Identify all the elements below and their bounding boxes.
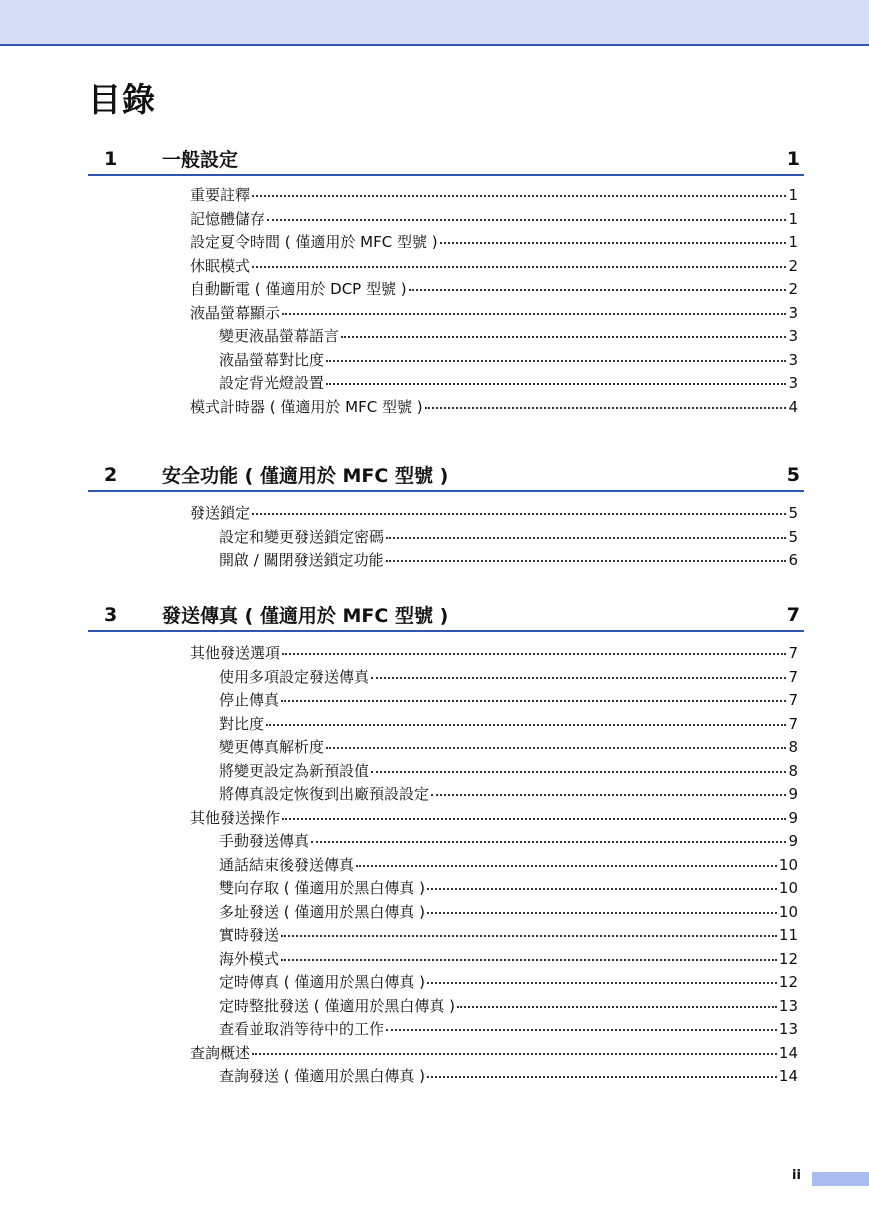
- toc-entry-page: 8: [788, 761, 798, 780]
- chapter-page: 1: [786, 148, 800, 170]
- toc-entry-page: 2: [788, 280, 798, 298]
- chapter-2-heading[interactable]: [88, 460, 804, 492]
- toc-entry[interactable]: [190, 278, 798, 302]
- toc-entry-label: 液晶螢幕顯示: [190, 303, 281, 322]
- toc-entry[interactable]: [190, 642, 798, 666]
- chapter-page: 7: [786, 604, 800, 626]
- dot-leader: [425, 407, 787, 409]
- dot-leader: [341, 336, 786, 338]
- toc-entry[interactable]: [190, 184, 798, 208]
- dot-leader: [427, 982, 777, 984]
- toc-entry[interactable]: [190, 877, 798, 901]
- toc-entry-label: 多址發送 ( 僅適用於黑白傳真 ): [219, 902, 426, 921]
- chapter-3-heading[interactable]: [88, 600, 804, 632]
- dot-leader: [326, 747, 786, 749]
- toc-entry[interactable]: [190, 666, 798, 690]
- chapter-title: 安全功能 ( 僅適用於 MFC 型號 ): [162, 465, 449, 487]
- toc-entry[interactable]: [190, 526, 798, 550]
- toc-entry-page: 1: [788, 186, 798, 204]
- toc-entry-label: 開啟 / 關閉發送鎖定功能: [219, 551, 384, 569]
- dot-leader: [371, 677, 786, 679]
- toc-entry-page: 10: [778, 902, 798, 921]
- header-band: [0, 0, 869, 46]
- toc-entry-page: 5: [788, 527, 798, 546]
- toc-entry-page: 9: [788, 785, 798, 803]
- toc-entry-page: 4: [788, 397, 798, 416]
- toc-entry-label: 雙向存取 ( 僅適用於黑白傳真 ): [219, 879, 426, 897]
- dot-leader: [252, 1053, 777, 1055]
- toc-entry-label: 液晶螢幕對比度: [219, 350, 325, 369]
- dot-leader: [282, 818, 786, 820]
- chapter-3-entries: [190, 642, 798, 1089]
- toc-entry-label: 對比度: [219, 714, 265, 733]
- toc-entry[interactable]: [190, 549, 798, 573]
- dot-leader: [386, 560, 787, 562]
- toc-entry[interactable]: [190, 231, 798, 255]
- toc-entry-page: 1: [788, 233, 798, 251]
- toc-entry-label: 設定夏令時間 ( 僅適用於 MFC 型號 ): [190, 233, 438, 251]
- toc-entry-page: 10: [778, 855, 798, 874]
- footer-page-number: ii: [792, 1168, 801, 1183]
- dot-leader: [386, 537, 786, 539]
- toc-entry[interactable]: [190, 255, 798, 279]
- toc-entry-page: 13: [778, 1020, 798, 1038]
- dot-leader: [282, 313, 786, 315]
- dot-leader: [311, 841, 786, 843]
- toc-entry-label: 實時發送: [219, 926, 280, 944]
- toc-entry-label: 查詢概述: [190, 1043, 251, 1062]
- dot-leader: [252, 513, 786, 515]
- page-title: 目錄: [88, 80, 156, 119]
- toc-entry[interactable]: [190, 1042, 798, 1066]
- toc-entry[interactable]: [190, 807, 798, 831]
- toc-entry-page: 12: [778, 949, 798, 968]
- dot-leader: [326, 360, 786, 362]
- toc-entry-label: 變更傳真解析度: [219, 738, 325, 756]
- toc-entry[interactable]: [190, 396, 798, 420]
- toc-entry-page: 3: [788, 327, 798, 345]
- chapter-page: 5: [786, 464, 800, 486]
- toc-entry-label: 設定和變更發送鎖定密碼: [219, 527, 385, 546]
- chapter-number: 1: [104, 148, 118, 170]
- chapter-number: 2: [104, 464, 118, 486]
- toc-entry-label: 記憶體儲存: [190, 209, 266, 228]
- dot-leader: [356, 865, 777, 867]
- chapter-2-entries: [190, 502, 798, 573]
- toc-entry-page: 7: [788, 667, 798, 686]
- dot-leader: [440, 242, 787, 244]
- toc-entry-label: 手動發送傳真: [219, 832, 310, 850]
- dot-leader: [431, 794, 786, 796]
- toc-entry-page: 3: [788, 303, 798, 322]
- chapter-1-heading[interactable]: [88, 144, 804, 176]
- toc-entry-page: 11: [778, 926, 798, 944]
- toc-entry[interactable]: [190, 854, 798, 878]
- toc-entry[interactable]: [190, 325, 798, 349]
- dot-leader: [281, 700, 786, 702]
- toc-entry-label: 發送鎖定: [190, 504, 251, 522]
- toc-entry-page: 12: [778, 973, 798, 991]
- toc-entry[interactable]: [190, 349, 798, 373]
- toc-entry-label: 查詢發送 ( 僅適用於黑白傳真 ): [219, 1067, 426, 1085]
- dot-leader: [282, 653, 786, 655]
- toc-entry-label: 使用多項設定發送傳真: [219, 667, 370, 686]
- dot-leader: [252, 266, 786, 268]
- toc-entry-page: 3: [788, 350, 798, 369]
- toc-entry-page: 1: [788, 209, 798, 228]
- toc-entry[interactable]: [190, 302, 798, 326]
- toc-entry-page: 9: [788, 808, 798, 827]
- toc-entry[interactable]: [190, 208, 798, 232]
- toc-entry-label: 查看並取消等待中的工作: [219, 1020, 385, 1038]
- toc-entry[interactable]: [190, 783, 798, 807]
- toc-entry-label: 自動斷電 ( 僅適用於 DCP 型號 ): [190, 280, 407, 298]
- toc-entry[interactable]: [190, 502, 798, 526]
- toc-entry-page: 9: [788, 832, 798, 850]
- dot-leader: [267, 219, 786, 221]
- toc-entry[interactable]: [190, 713, 798, 737]
- toc-entry-page: 7: [788, 644, 798, 662]
- dot-leader: [409, 289, 787, 291]
- toc-entry-label: 其他發送操作: [190, 808, 281, 827]
- dot-leader: [427, 1076, 777, 1078]
- chapter-title: 一般設定: [162, 149, 239, 171]
- toc-entry[interactable]: [190, 830, 798, 854]
- toc-entry[interactable]: [190, 924, 798, 948]
- toc-entry[interactable]: [190, 995, 798, 1019]
- toc-entry[interactable]: [190, 372, 798, 396]
- toc-entry[interactable]: [190, 736, 798, 760]
- toc-entry-label: 休眠模式: [190, 256, 251, 275]
- toc-entry-page: 2: [788, 256, 798, 275]
- dot-leader: [252, 195, 786, 197]
- toc-entry-page: 6: [788, 551, 798, 569]
- toc-entry[interactable]: [190, 948, 798, 972]
- dot-leader: [371, 771, 786, 773]
- footer-tab: [812, 1172, 869, 1186]
- dot-leader: [266, 724, 786, 726]
- dot-leader: [281, 959, 777, 961]
- toc-entry[interactable]: [190, 901, 798, 925]
- dot-leader: [427, 912, 777, 914]
- toc-entry-label: 其他發送選項: [190, 644, 281, 662]
- toc-entry-label: 將變更設定為新預設值: [219, 761, 370, 780]
- toc-entry-label: 海外模式: [219, 949, 280, 968]
- chapter-number: 3: [104, 604, 118, 626]
- toc-entry-label: 模式計時器 ( 僅適用於 MFC 型號 ): [190, 397, 423, 416]
- toc-entry-label: 定時傳真 ( 僅適用於黑白傳真 ): [219, 973, 426, 991]
- toc-entry[interactable]: [190, 760, 798, 784]
- toc-entry-label: 通話結束後發送傳真: [219, 855, 355, 874]
- toc-entry-label: 變更液晶螢幕語言: [219, 327, 340, 345]
- toc-entry-label: 重要註釋: [190, 186, 251, 204]
- toc-entry-page: 13: [778, 996, 798, 1015]
- toc-entry-label: 停止傳真: [219, 691, 280, 709]
- toc-entry-page: 14: [778, 1067, 798, 1085]
- dot-leader: [386, 1029, 777, 1031]
- toc-entry-page: 3: [788, 374, 798, 392]
- toc-entry[interactable]: [190, 689, 798, 713]
- toc-entry-label: 定時整批發送 ( 僅適用於黑白傳真 ): [219, 996, 456, 1015]
- chapter-1-entries: [190, 184, 798, 419]
- chapter-title: 發送傳真 ( 僅適用於 MFC 型號 ): [162, 605, 449, 627]
- toc-entry-page: 8: [788, 738, 798, 756]
- toc-entry[interactable]: [190, 1018, 798, 1042]
- toc-entry-page: 7: [788, 714, 798, 733]
- dot-leader: [427, 888, 777, 890]
- toc-entry[interactable]: [190, 971, 798, 995]
- dot-leader: [281, 935, 777, 937]
- toc-entry-page: 10: [778, 879, 798, 897]
- toc-entry[interactable]: [190, 1065, 798, 1089]
- toc-entry-label: 設定背光燈設置: [219, 374, 325, 392]
- toc-entry-page: 14: [778, 1043, 798, 1062]
- dot-leader: [326, 383, 786, 385]
- toc-entry-label: 將傳真設定恢復到出廠預設設定: [219, 785, 430, 803]
- toc-entry-page: 5: [788, 504, 798, 522]
- toc-entry-page: 7: [788, 691, 798, 709]
- dot-leader: [457, 1006, 777, 1008]
